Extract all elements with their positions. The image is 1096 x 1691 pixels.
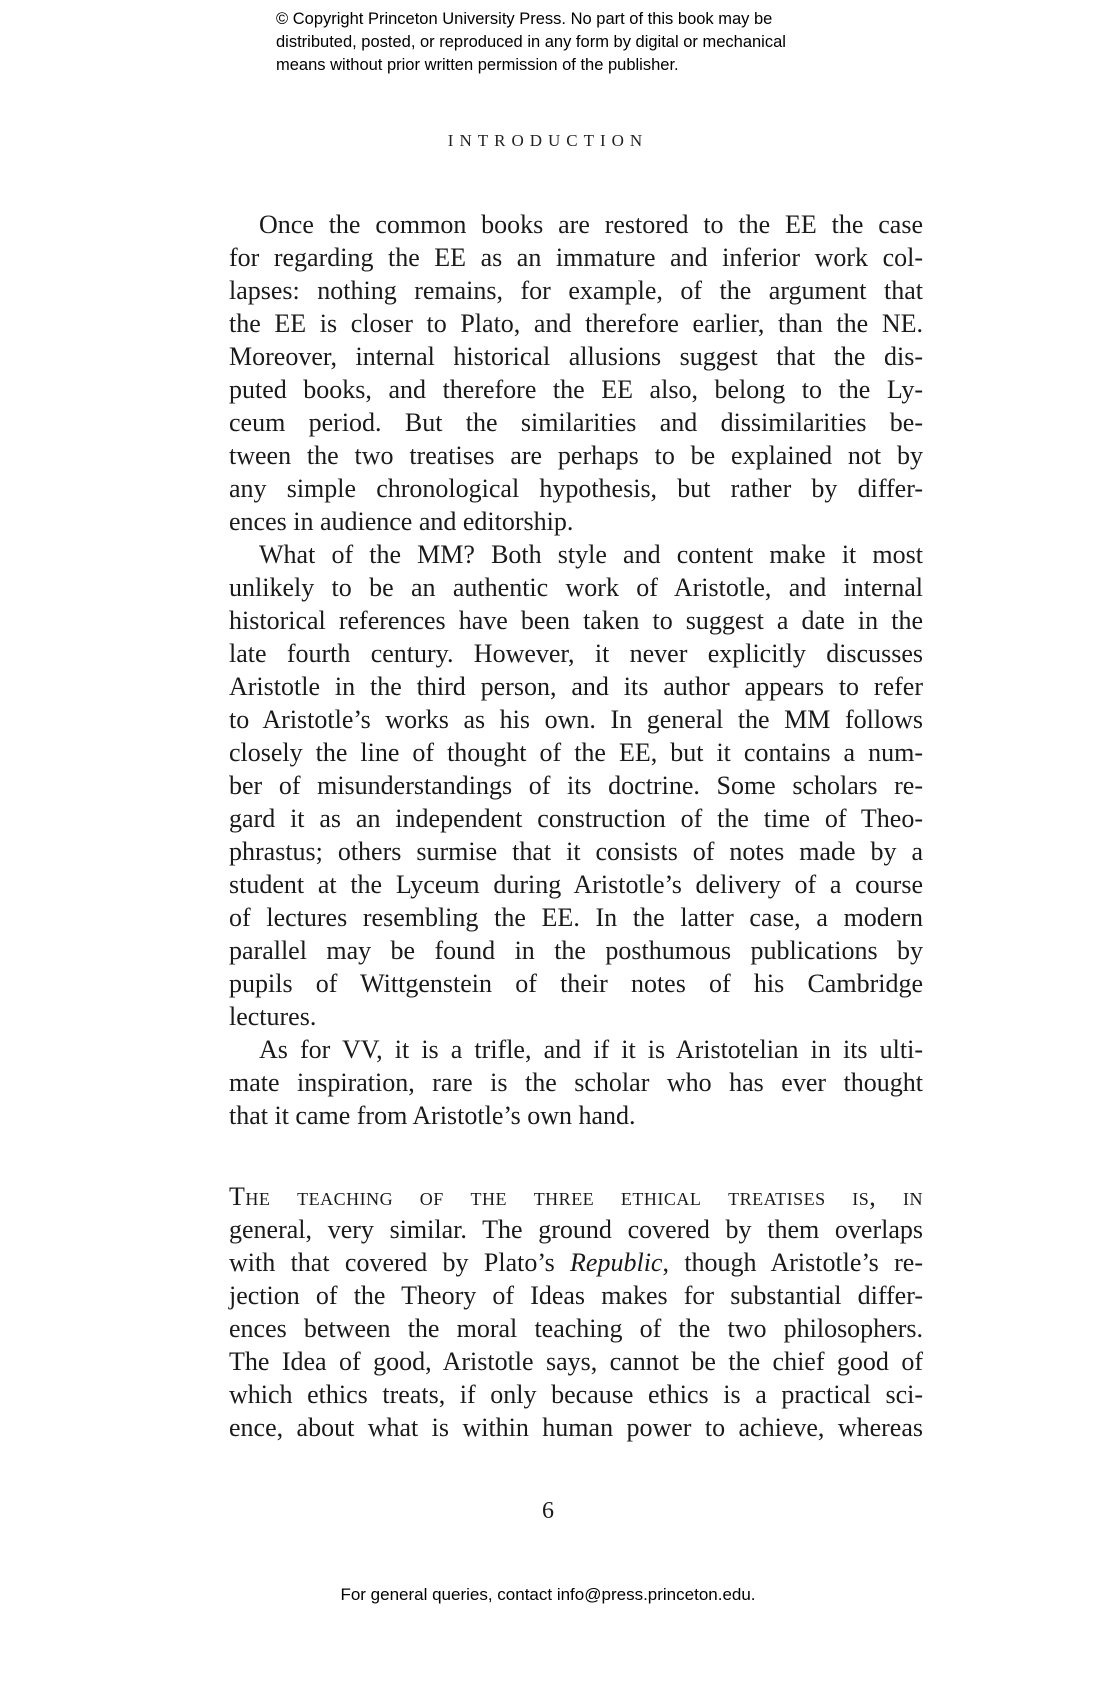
text-line: which ethics treats, if only because ethics is a practical sci- bbox=[229, 1380, 923, 1409]
copyright-line: distributed, posted, or reproduced in any form by digital or mechanical bbox=[276, 33, 786, 51]
copyright-line: means without prior written permission of the publisher. bbox=[276, 56, 679, 74]
text-line: general, very similar. The ground covered by them overlaps bbox=[229, 1215, 923, 1244]
text-line: unlikely to be an authentic work of Aristotle, and internal bbox=[229, 573, 923, 602]
footer-contact: For general queries, contact info@press.princeton.edu. bbox=[340, 1585, 756, 1604]
text-line: Aristotle in the third person, and its author appears to refer bbox=[229, 672, 923, 701]
text-segment: , though Aristotle’s re- bbox=[662, 1248, 923, 1277]
text-segment: with that covered by Plato’s bbox=[229, 1248, 571, 1277]
text-line: to Aristotle’s works as his own. In general the MM follows bbox=[229, 705, 923, 734]
text-line: phrastus; others surmise that it consists of notes made by a bbox=[229, 837, 923, 866]
text-line: pupils of Wittgenstein of their notes of his Cambridge bbox=[229, 969, 923, 998]
text-line: historical references have been taken to suggest a date in the bbox=[229, 606, 923, 635]
text-line: any simple chronological hypothesis, but rather by differ- bbox=[229, 474, 923, 503]
text-line: lectures. bbox=[229, 1002, 317, 1031]
text-line: ences in audience and editorship. bbox=[229, 507, 574, 536]
text-line: student at the Lyceum during Aristotle’s delivery of a course bbox=[229, 870, 923, 899]
text-line: that it came from Aristotle’s own hand. bbox=[229, 1101, 636, 1130]
text-line: late fourth century. However, it never explicitly discusses bbox=[229, 639, 923, 668]
book-title-italic: Republic bbox=[570, 1248, 663, 1277]
text-line: puted books, and therefore the EE also, belong to the Ly- bbox=[229, 375, 923, 404]
text-line: The Idea of good, Aristotle says, cannot be the chief good of bbox=[229, 1347, 923, 1376]
text-line: of lectures resembling the EE. In the latter case, a modern bbox=[229, 903, 923, 932]
text-line: As for VV, it is a trifle, and if it is Aristotelian in its ulti- bbox=[259, 1035, 923, 1064]
text-line: for regarding the EE as an immature and inferior work col- bbox=[229, 243, 923, 272]
text-line: ences between the moral teaching of the two philosophers. bbox=[229, 1314, 923, 1343]
text-line: What of the MM? Both style and content make it most bbox=[259, 540, 923, 569]
section-lead-in: The teaching of the three ethical treatises is, in bbox=[229, 1182, 923, 1211]
text-line: mate inspiration, rare is the scholar who has ever thought bbox=[229, 1068, 923, 1097]
copyright-notice bbox=[276, 8, 916, 77]
section-paragraph bbox=[229, 1180, 923, 1444]
text-line: jection of the Theory of Ideas makes for substantial differ- bbox=[229, 1281, 923, 1310]
text-line: ence, about what is within human power to achieve, whereas bbox=[229, 1413, 923, 1442]
body-text bbox=[229, 208, 923, 1444]
running-head: INTRODUCTION bbox=[447, 131, 649, 150]
page-number: 6 bbox=[542, 1498, 554, 1524]
text-line: the EE is closer to Plato, and therefore earlier, than the NE. bbox=[229, 309, 923, 338]
paragraph bbox=[229, 538, 923, 1033]
text-line: ber of misunderstandings of its doctrine. Some scholars re- bbox=[229, 771, 923, 800]
text-line: Once the common books are restored to the EE the case bbox=[259, 210, 923, 239]
copyright-line: © Copyright Princeton University Press. No part of this book may be bbox=[276, 10, 773, 28]
text-line: gard it as an independent construction of the time of Theo- bbox=[229, 804, 923, 833]
text-line: parallel may be found in the posthumous publications by bbox=[229, 936, 923, 965]
text-line: Moreover, internal historical allusions suggest that the dis- bbox=[229, 342, 923, 371]
paragraph bbox=[229, 1033, 923, 1132]
text-line: ceum period. But the similarities and dissimilarities be- bbox=[229, 408, 923, 437]
text-line: lapses: nothing remains, for example, of the argument that bbox=[229, 276, 923, 305]
text-line: closely the line of thought of the EE, but it contains a num- bbox=[229, 738, 923, 767]
paragraph bbox=[229, 208, 923, 538]
text-line: tween the two treatises are perhaps to be explained not by bbox=[229, 441, 923, 470]
text-line bbox=[229, 1246, 923, 1279]
